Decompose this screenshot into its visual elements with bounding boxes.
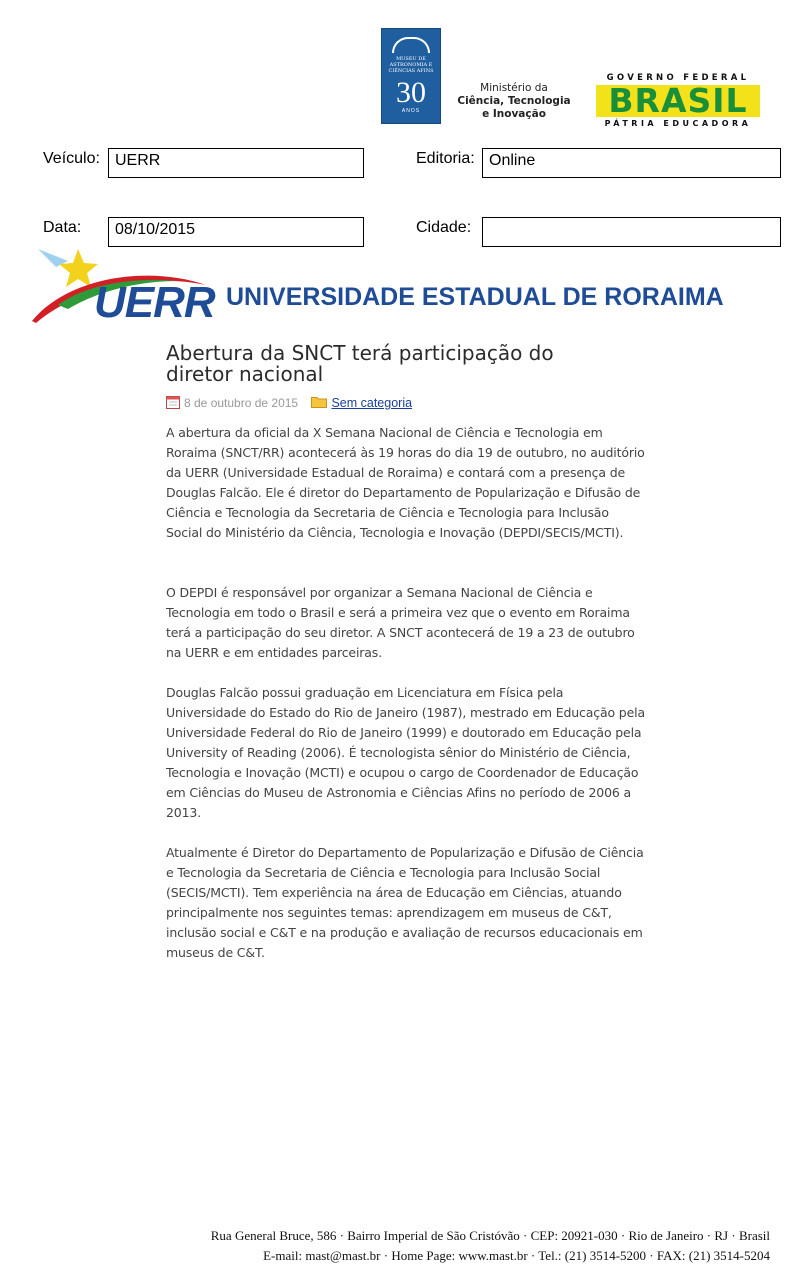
- ministerio-line-3: e Inovação: [482, 108, 546, 120]
- footer-line-1: Rua General Bruce, 586 · Bairro Imperial de São Cristóvão · CEP: 20921-030 · Rio de Janeiro · RJ · Brasil: [210, 1228, 770, 1243]
- article-paragraph-3: Douglas Falcão possui graduação em Licenciatura em Física pela Universidade do Estado do Rio de Janeiro (1987), mestrado em Educação pela Universidade Federal do Rio de Janeiro (1999) e doutorado em Educação pela University of Reading (2006). É tecnologista sênior do Ministério de Ciência, Tecnologia e Inovação (MCTI) e ocupou o cargo de Coordenador de Educação em Ciências do Museu de Astronomia e Ciências Afins no período de 2006 a 2013.: [166, 685, 645, 820]
- veiculo-label: Veículo:: [43, 150, 100, 167]
- data-label: Data:: [43, 219, 82, 236]
- governo-federal-logo: [596, 73, 760, 129]
- cidade-label: Cidade:: [416, 219, 472, 236]
- observatory-dome-icon: [392, 37, 430, 53]
- ministerio-line-2: Ciência, Tecnologia: [457, 95, 571, 107]
- brasil-wordmark: [596, 85, 760, 117]
- article-date: 8 de outubro de 2015: [184, 396, 299, 410]
- governo-federal-text: GOVERNO FEDERAL: [606, 73, 750, 83]
- brasil-word: BRASIL: [608, 85, 748, 117]
- calendar-icon: [166, 395, 180, 409]
- editoria-field[interactable]: Online: [482, 148, 781, 178]
- ministerio-line-1: Ministério da: [480, 82, 548, 94]
- article-paragraph-1: A abertura da oficial da X Semana Nacional de Ciência e Tecnologia em Roraima (SNCT/RR) acontecerá às 19 horas do dia 19 de outubro, no auditório da UERR (Universidade Estadual de Roraima) e contará com a presença de Douglas Falcão. Ele é diretor do Departamento de Popularização e Difusão de Ciência e Tecnologia da Secretaria de Ciência e Tecnologia para Inclusão Social do Ministério da Ciência, Tecnologia e Inovação (DEPDI/SECIS/MCTI).: [166, 425, 645, 540]
- cidade-field[interactable]: [482, 217, 781, 247]
- mast-logo-number: 30: [396, 76, 426, 109]
- article-paragraph-4: Atualmente é Diretor do Departamento de Popularização e Difusão de Ciência e Tecnologia da Secretaria de Ciência e Tecnologia para Inclusão Social (SECIS/MCTI). Tem experiência na área de Educação em Ciências, atuando principalmente nos seguintes temas: aprendizagem em museus de C&T, inclusão social e C&T e na produção e avaliação de recursos educacionais em museus de C&T.: [166, 845, 644, 960]
- editoria-label: Editoria:: [416, 150, 475, 167]
- veiculo-field[interactable]: UERR: [108, 148, 364, 178]
- university-title: UNIVERSIDADE ESTADUAL DE RORAIMA: [226, 283, 724, 311]
- article-meta: [166, 395, 412, 411]
- star-icon: [59, 249, 98, 287]
- mast-logo-anos: ANOS: [401, 108, 421, 114]
- category-link[interactable]: Sem categoria: [331, 396, 413, 410]
- data-field[interactable]: 08/10/2015: [108, 217, 364, 247]
- footer-line-2: E-mail: mast@mast.br · Home Page: www.mast.br · Tel.: (21) 3514-5200 · FAX: (21) 3514-5204: [263, 1248, 770, 1263]
- patria-educadora-text: PÁTRIA EDUCADORA: [604, 119, 752, 128]
- folder-icon: [311, 396, 327, 408]
- footer-address: [211, 1226, 770, 1266]
- mast-30-anos-logo: [381, 28, 441, 124]
- mast-logo-name: MUSEU DE ASTRONOMIA E CIÊNCIAS AFINS: [388, 56, 434, 74]
- article-paragraph-2: O DEPDI é responsável por organizar a Semana Nacional de Ciência e Tecnologia em todo o Brasil e será a primeira vez que o evento em Roraima terá a participação do seu diretor. A SNCT acontecerá de 19 a 23 de outubro na UERR e em entidades parceiras.: [166, 585, 635, 660]
- article-title: Abertura da SNCT terá participação do diretor nacional: [166, 341, 554, 386]
- uerr-logo-text: UERR: [94, 278, 215, 327]
- ministerio-logo: [452, 82, 576, 121]
